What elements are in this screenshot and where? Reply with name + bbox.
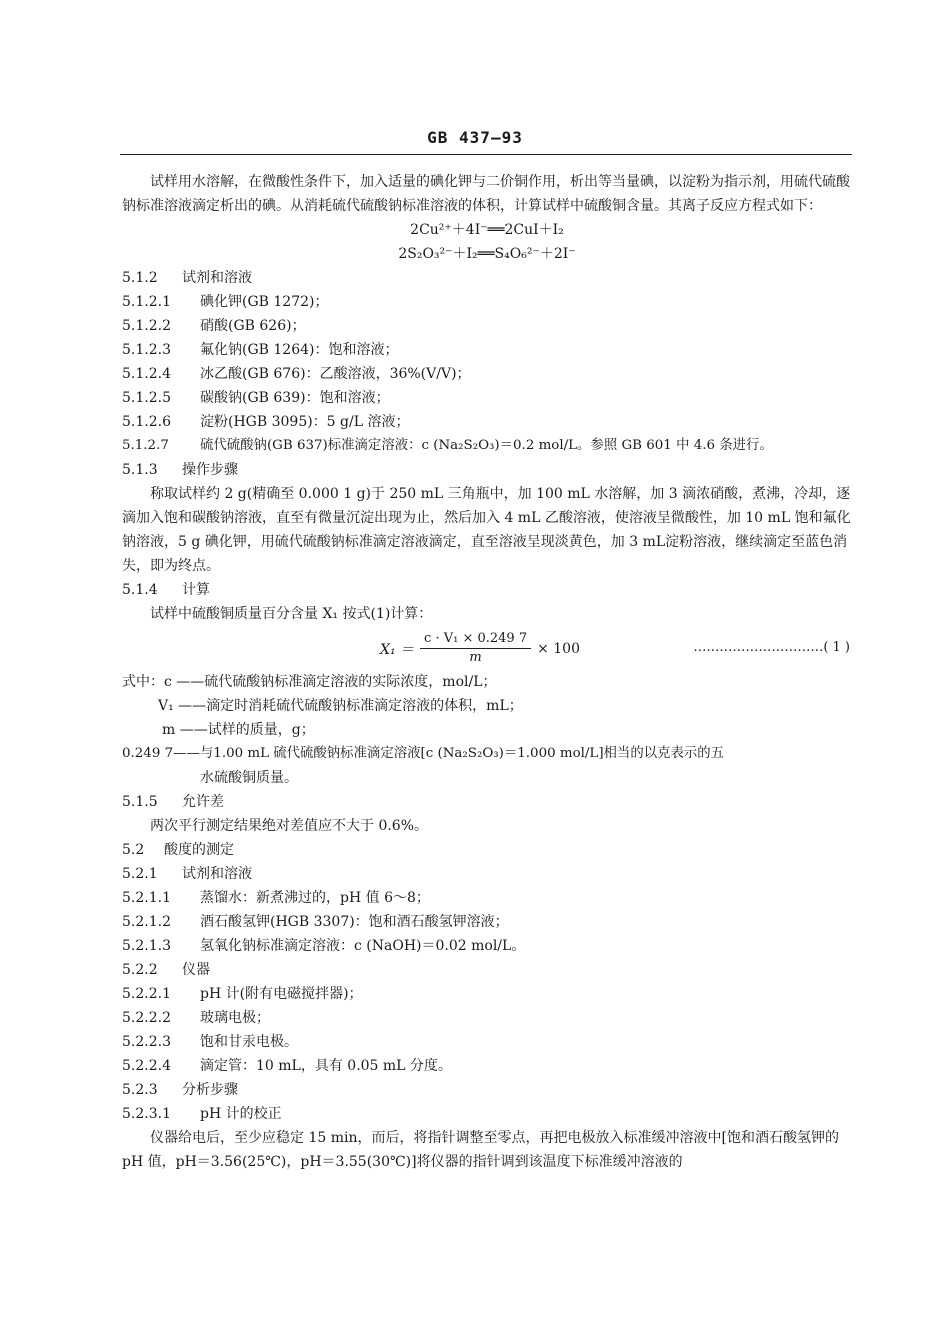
symbol-definition: 式中：c ——硫代硫酸钠标准滴定溶液的实际浓度，mol/L； (122, 674, 497, 690)
section-heading: 5.2.1 试剂和溶液 (122, 866, 252, 882)
formula-1 (122, 630, 852, 670)
calibration-paragraph: 仪器给电后，至少应稳定 15 min，而后，将指针调整至零点，再把电极放入标准缓冲溶液中[饱和酒石酸氢钾的 pH 值，pH＝3.56(25℃)，pH＝3.55(30℃)]将仪器的指针调到该温度下标准缓冲溶液的 (122, 1130, 839, 1170)
list-item: 5.1.2.5 碳酸钠(GB 639)：饱和溶液； (122, 390, 390, 406)
list-item: 5.1.2.2 硝酸(GB 626)； (122, 318, 306, 334)
list-item: 5.1.2.3 氟化钠(GB 1264)：饱和溶液； (122, 342, 399, 358)
formula-number: …………………………( 1 ) (693, 640, 850, 655)
procedure-paragraph: 称取试样约 2 g(精确至 0.000 1 g)于 250 mL 三角瓶中，加 100 mL 水溶解，加 3 滴浓硝酸，煮沸，冷却，逐滴加入饱和碳酸钠溶液，直至有微量沉淀出现为止，然后加入 4 mL 乙酸溶液，使溶液呈微酸性，加 10 mL 饱和氟化钠溶液，5 g 碘化钾，用硫代硫酸钠标准滴定溶液滴定，直至溶液呈现淡黄色，加 3 mL淀粉溶液，继续滴定至蓝色消失，即为终点。 (122, 486, 851, 574)
formula-tail: × 100 (537, 640, 580, 657)
intro-paragraph: 试样用水溶解，在微酸性条件下，加入适量的碘化钾与二价铜作用，析出等当量碘，以淀粉为指示剂，用硫代硫酸钠标准溶液滴定析出的碘。从消耗硫代硫酸钠标准溶液的体积，计算试样中硫酸铜含量。其离子反应方程式如下： (122, 174, 850, 214)
section-heading: 5.2.3 分析步骤 (122, 1082, 238, 1098)
page-content (122, 170, 852, 1174)
section-heading: 5.1.5 允许差 (122, 794, 224, 810)
symbol-definition: m ——试样的质量，g； (162, 722, 315, 738)
tolerance-paragraph: 两次平行测定结果绝对差值应不大于 0.6%。 (150, 818, 429, 834)
section-heading: 5.1.3 操作步骤 (122, 462, 238, 478)
section-heading: 5.2.3.1 pH 计的校正 (122, 1106, 282, 1122)
list-item: 5.2.1.1 蒸馏水：新煮沸过的，pH 值 6～8； (122, 890, 430, 906)
formula-numerator: c · V₁ × 0.249 7 (420, 630, 531, 649)
list-item: 5.2.2.2 玻璃电极； (122, 1010, 270, 1026)
formula-lhs: X₁ ＝ (380, 641, 415, 658)
list-item: 5.1.2.1 碘化钾(GB 1272)； (122, 294, 329, 310)
section-heading: 5.1.2 试剂和溶液 (122, 270, 252, 286)
calc-intro: 试样中硫酸铜质量百分含量 X₁ 按式(1)计算： (150, 606, 433, 622)
list-item: 5.2.2.4 滴定管：10 mL，具有 0.05 mL 分度。 (122, 1058, 452, 1074)
list-item: 5.2.2.3 饱和甘汞电极。 (122, 1034, 298, 1050)
header-rule (120, 154, 852, 155)
section-heading: 5.2 酸度的测定 (122, 842, 234, 858)
list-item: 5.1.2.7 硫代硫酸钠(GB 637)标准滴定溶液：c (Na₂S₂O₃)＝0.2 mol/L。参照 GB 601 中 4.6 条进行。 (122, 438, 773, 453)
reaction-equation-2: 2S₂O₃²⁻＋I₂══S₄O₆²⁻＋2I⁻ (398, 246, 576, 262)
symbol-definition: V₁ ——滴定时消耗硫代硫酸钠标准滴定溶液的体积，mL； (158, 698, 523, 714)
section-heading: 5.2.2 仪器 (122, 962, 210, 978)
formula-denominator: m (469, 650, 482, 665)
page-header: GB 437—93 (427, 128, 523, 147)
list-item: 5.1.2.6 淀粉(HGB 3095)：5 g/L 溶液； (122, 414, 410, 430)
reaction-equation-1: 2Cu²⁺＋4I⁻══2CuI＋I₂ (410, 222, 564, 238)
symbol-definition-continued: 水硫酸铜质量。 (200, 770, 298, 786)
list-item: 5.2.2.1 pH 计(附有电磁搅拌器)； (122, 986, 363, 1002)
list-item: 5.1.2.4 冰乙酸(GB 676)：乙酸溶液，36%(V/V)； (122, 366, 471, 382)
list-item: 5.2.1.2 酒石酸氢钾(HGB 3307)：饱和酒石酸氢钾溶液； (122, 914, 509, 930)
symbol-definition: 0.249 7——与1.00 mL 硫代硫酸钠标准滴定溶液[c (Na₂S₂O₃)＝1.000 mol/L]相当的以克表示的五 (122, 746, 725, 761)
section-heading: 5.1.4 计算 (122, 582, 210, 598)
list-item: 5.2.1.3 氢氧化钠标准滴定溶液：c (NaOH)＝0.02 mol/L。 (122, 938, 526, 954)
